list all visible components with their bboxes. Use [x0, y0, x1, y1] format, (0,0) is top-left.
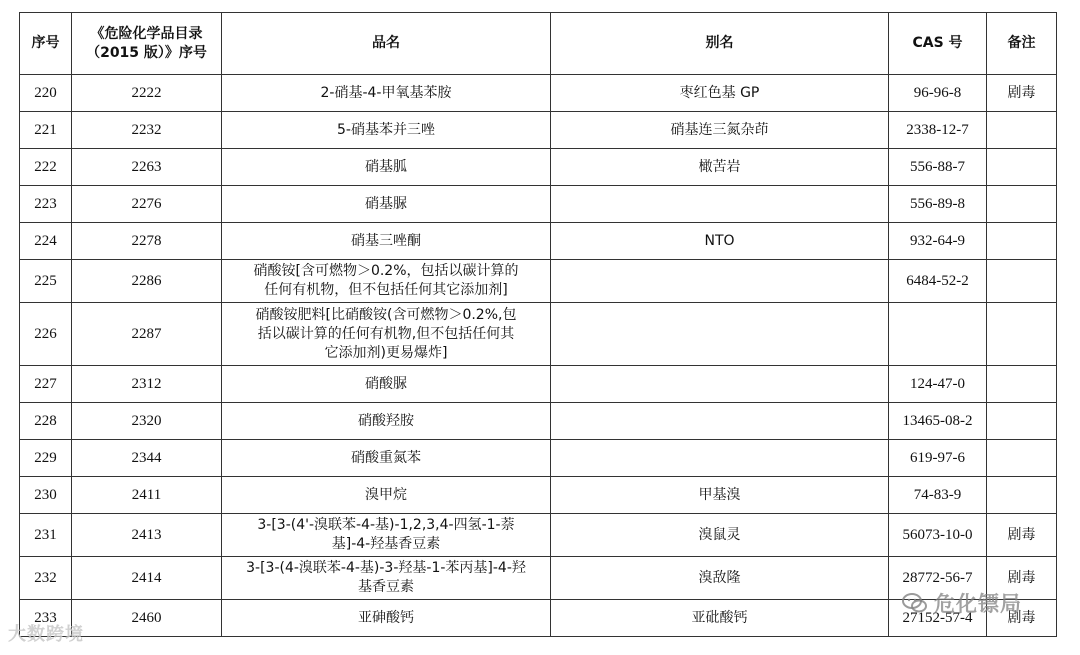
cell-cas: 56073-10-0 [889, 514, 987, 557]
watermark-right-text: 危化镖局 [934, 592, 1022, 616]
table-body [20, 75, 1057, 637]
cell-name-line: 3-[3-(4-溴联苯-4-基)-3-羟基-1-苯丙基]-4-羟 [246, 560, 526, 576]
cell-cas: 27152-57-4 [889, 600, 987, 637]
cell-name-line: 基香豆素 [358, 579, 414, 595]
cell-name-line: 括以碳计算的任何有机物,但不包括任何其 [257, 325, 515, 342]
cell-name [222, 514, 551, 557]
cell-note [987, 366, 1057, 403]
header-catalog-number [72, 13, 222, 75]
cell-cas: 619-97-6 [889, 440, 987, 477]
cell-cas: 932-64-9 [889, 223, 987, 260]
cell-name [222, 75, 551, 112]
table-row [20, 223, 1057, 260]
cell-name [222, 440, 551, 477]
cell-alias [551, 366, 889, 403]
cell-catalog-number: 2320 [72, 403, 222, 440]
cell-note [987, 477, 1057, 514]
cell-name-line: 硝基脲 [365, 195, 407, 212]
cell-note [987, 112, 1057, 149]
cell-cas: 28772-56-7 [889, 557, 987, 600]
cell-seq: 222 [20, 149, 72, 186]
cell-name-line: 硝基胍 [365, 158, 407, 175]
cell-catalog-number: 2263 [72, 149, 222, 186]
wechat-icon [902, 592, 928, 614]
cell-note [987, 303, 1057, 366]
cell-alias: 橄苦岩 [551, 149, 889, 186]
cell-alias [551, 186, 889, 223]
cell-alias: 溴敌隆 [551, 557, 889, 600]
cell-name-line: 硝酸脲 [365, 375, 407, 392]
cell-seq: 226 [20, 303, 72, 366]
cell-name [222, 149, 551, 186]
cell-note [987, 403, 1057, 440]
cell-seq: 225 [20, 260, 72, 303]
cell-name-line: 硝酸羟胺 [358, 412, 414, 429]
cell-name-line: 5-硝基苯并三唑 [337, 121, 435, 138]
cell-name-line: 亚砷酸钙 [358, 609, 414, 626]
cell-seq: 229 [20, 440, 72, 477]
cell-seq: 223 [20, 186, 72, 223]
cell-name-line: 硝酸铵[含可燃物＞0.2%，包括以碳计算的 [253, 263, 519, 279]
cell-name-line: 它添加剂)更易爆炸] [324, 344, 448, 361]
cell-seq: 232 [20, 557, 72, 600]
header-catalog-line2: （2015 版）》序号 [86, 44, 207, 61]
cell-seq: 231 [20, 514, 72, 557]
cell-note [987, 260, 1057, 303]
cell-note: 剧毒 [987, 514, 1057, 557]
cell-name [222, 303, 551, 366]
cell-alias [551, 440, 889, 477]
cell-cas: 13465-08-2 [889, 403, 987, 440]
cell-cas [889, 303, 987, 366]
cell-note [987, 440, 1057, 477]
cell-name-line: 硝酸铵肥料[比硝酸铵(含可燃物＞0.2%,包 [255, 306, 517, 323]
table-row [20, 75, 1057, 112]
cell-alias [551, 403, 889, 440]
cell-note [987, 186, 1057, 223]
cell-name-line: 任何有机物，但不包括任何其它添加剂] [264, 282, 508, 298]
cell-name-line: 溴甲烷 [365, 486, 407, 503]
watermark-left [8, 620, 84, 646]
cell-name-line: 基]-4-羟基香豆素 [331, 536, 441, 552]
cell-seq: 224 [20, 223, 72, 260]
cell-catalog-number: 2413 [72, 514, 222, 557]
chemical-table [19, 12, 1057, 637]
cell-name [222, 260, 551, 303]
cell-catalog-number: 2232 [72, 112, 222, 149]
table-row [20, 260, 1057, 303]
cell-catalog-number: 2460 [72, 600, 222, 637]
cell-seq: 230 [20, 477, 72, 514]
header-name: 品名 [222, 13, 551, 75]
cell-catalog-number: 2312 [72, 366, 222, 403]
cell-catalog-number: 2287 [72, 303, 222, 366]
cell-cas: 556-89-8 [889, 186, 987, 223]
cell-alias [551, 260, 889, 303]
cell-name [222, 112, 551, 149]
cell-catalog-number: 2414 [72, 557, 222, 600]
cell-cas: 96-96-8 [889, 75, 987, 112]
cell-catalog-number: 2222 [72, 75, 222, 112]
cell-alias: NTO [551, 223, 889, 260]
cell-name [222, 186, 551, 223]
cell-alias [551, 303, 889, 366]
cell-name [222, 223, 551, 260]
cell-alias: 甲基溴 [551, 477, 889, 514]
header-seq: 序号 [20, 13, 72, 75]
cell-name-line: 硝酸重氮苯 [351, 449, 421, 466]
cell-alias: 硝基连三氮杂茚 [551, 112, 889, 149]
cell-cas: 124-47-0 [889, 366, 987, 403]
cell-cas: 74-83-9 [889, 477, 987, 514]
watermark-left-text: 大数跨境 [8, 624, 84, 645]
cell-name-line: 2-硝基-4-甲氧基苯胺 [320, 84, 452, 101]
cell-alias: 枣红色基 GP [551, 75, 889, 112]
table-row [20, 477, 1057, 514]
cell-name [222, 366, 551, 403]
watermark-right [902, 588, 1022, 618]
table-row [20, 600, 1057, 637]
cell-catalog-number: 2278 [72, 223, 222, 260]
cell-name-line: 硝基三唑酮 [351, 232, 421, 249]
table-row [20, 514, 1057, 557]
table-row [20, 112, 1057, 149]
cell-seq: 220 [20, 75, 72, 112]
cell-alias: 亚砒酸钙 [551, 600, 889, 637]
header-cas: CAS 号 [889, 13, 987, 75]
cell-name-line: 3-[3-(4'-溴联苯-4-基)-1,2,3,4-四氢-1-萘 [257, 517, 515, 533]
header-alias: 别名 [551, 13, 889, 75]
cell-name [222, 403, 551, 440]
cell-seq: 233 [20, 600, 72, 637]
cell-catalog-number: 2411 [72, 477, 222, 514]
cell-cas: 556-88-7 [889, 149, 987, 186]
table-row [20, 440, 1057, 477]
cell-note: 剧毒 [987, 75, 1057, 112]
cell-catalog-number: 2276 [72, 186, 222, 223]
cell-cas: 6484-52-2 [889, 260, 987, 303]
header-catalog-line1: 《危险化学品目录 [90, 25, 203, 42]
table-row [20, 303, 1057, 366]
cell-name [222, 477, 551, 514]
cell-name [222, 557, 551, 600]
cell-name [222, 600, 551, 637]
table-header-row [20, 13, 1057, 75]
cell-note: 剧毒 [987, 557, 1057, 600]
table-row [20, 366, 1057, 403]
cell-cas: 2338-12-7 [889, 112, 987, 149]
cell-seq: 227 [20, 366, 72, 403]
cell-catalog-number: 2286 [72, 260, 222, 303]
cell-seq: 228 [20, 403, 72, 440]
cell-catalog-number: 2344 [72, 440, 222, 477]
cell-note [987, 223, 1057, 260]
cell-alias: 溴鼠灵 [551, 514, 889, 557]
cell-seq: 221 [20, 112, 72, 149]
table-row [20, 149, 1057, 186]
cell-note: 剧毒 [987, 600, 1057, 637]
cell-note [987, 149, 1057, 186]
table-row [20, 186, 1057, 223]
table-row [20, 557, 1057, 600]
table-row [20, 403, 1057, 440]
header-note: 备注 [987, 13, 1057, 75]
